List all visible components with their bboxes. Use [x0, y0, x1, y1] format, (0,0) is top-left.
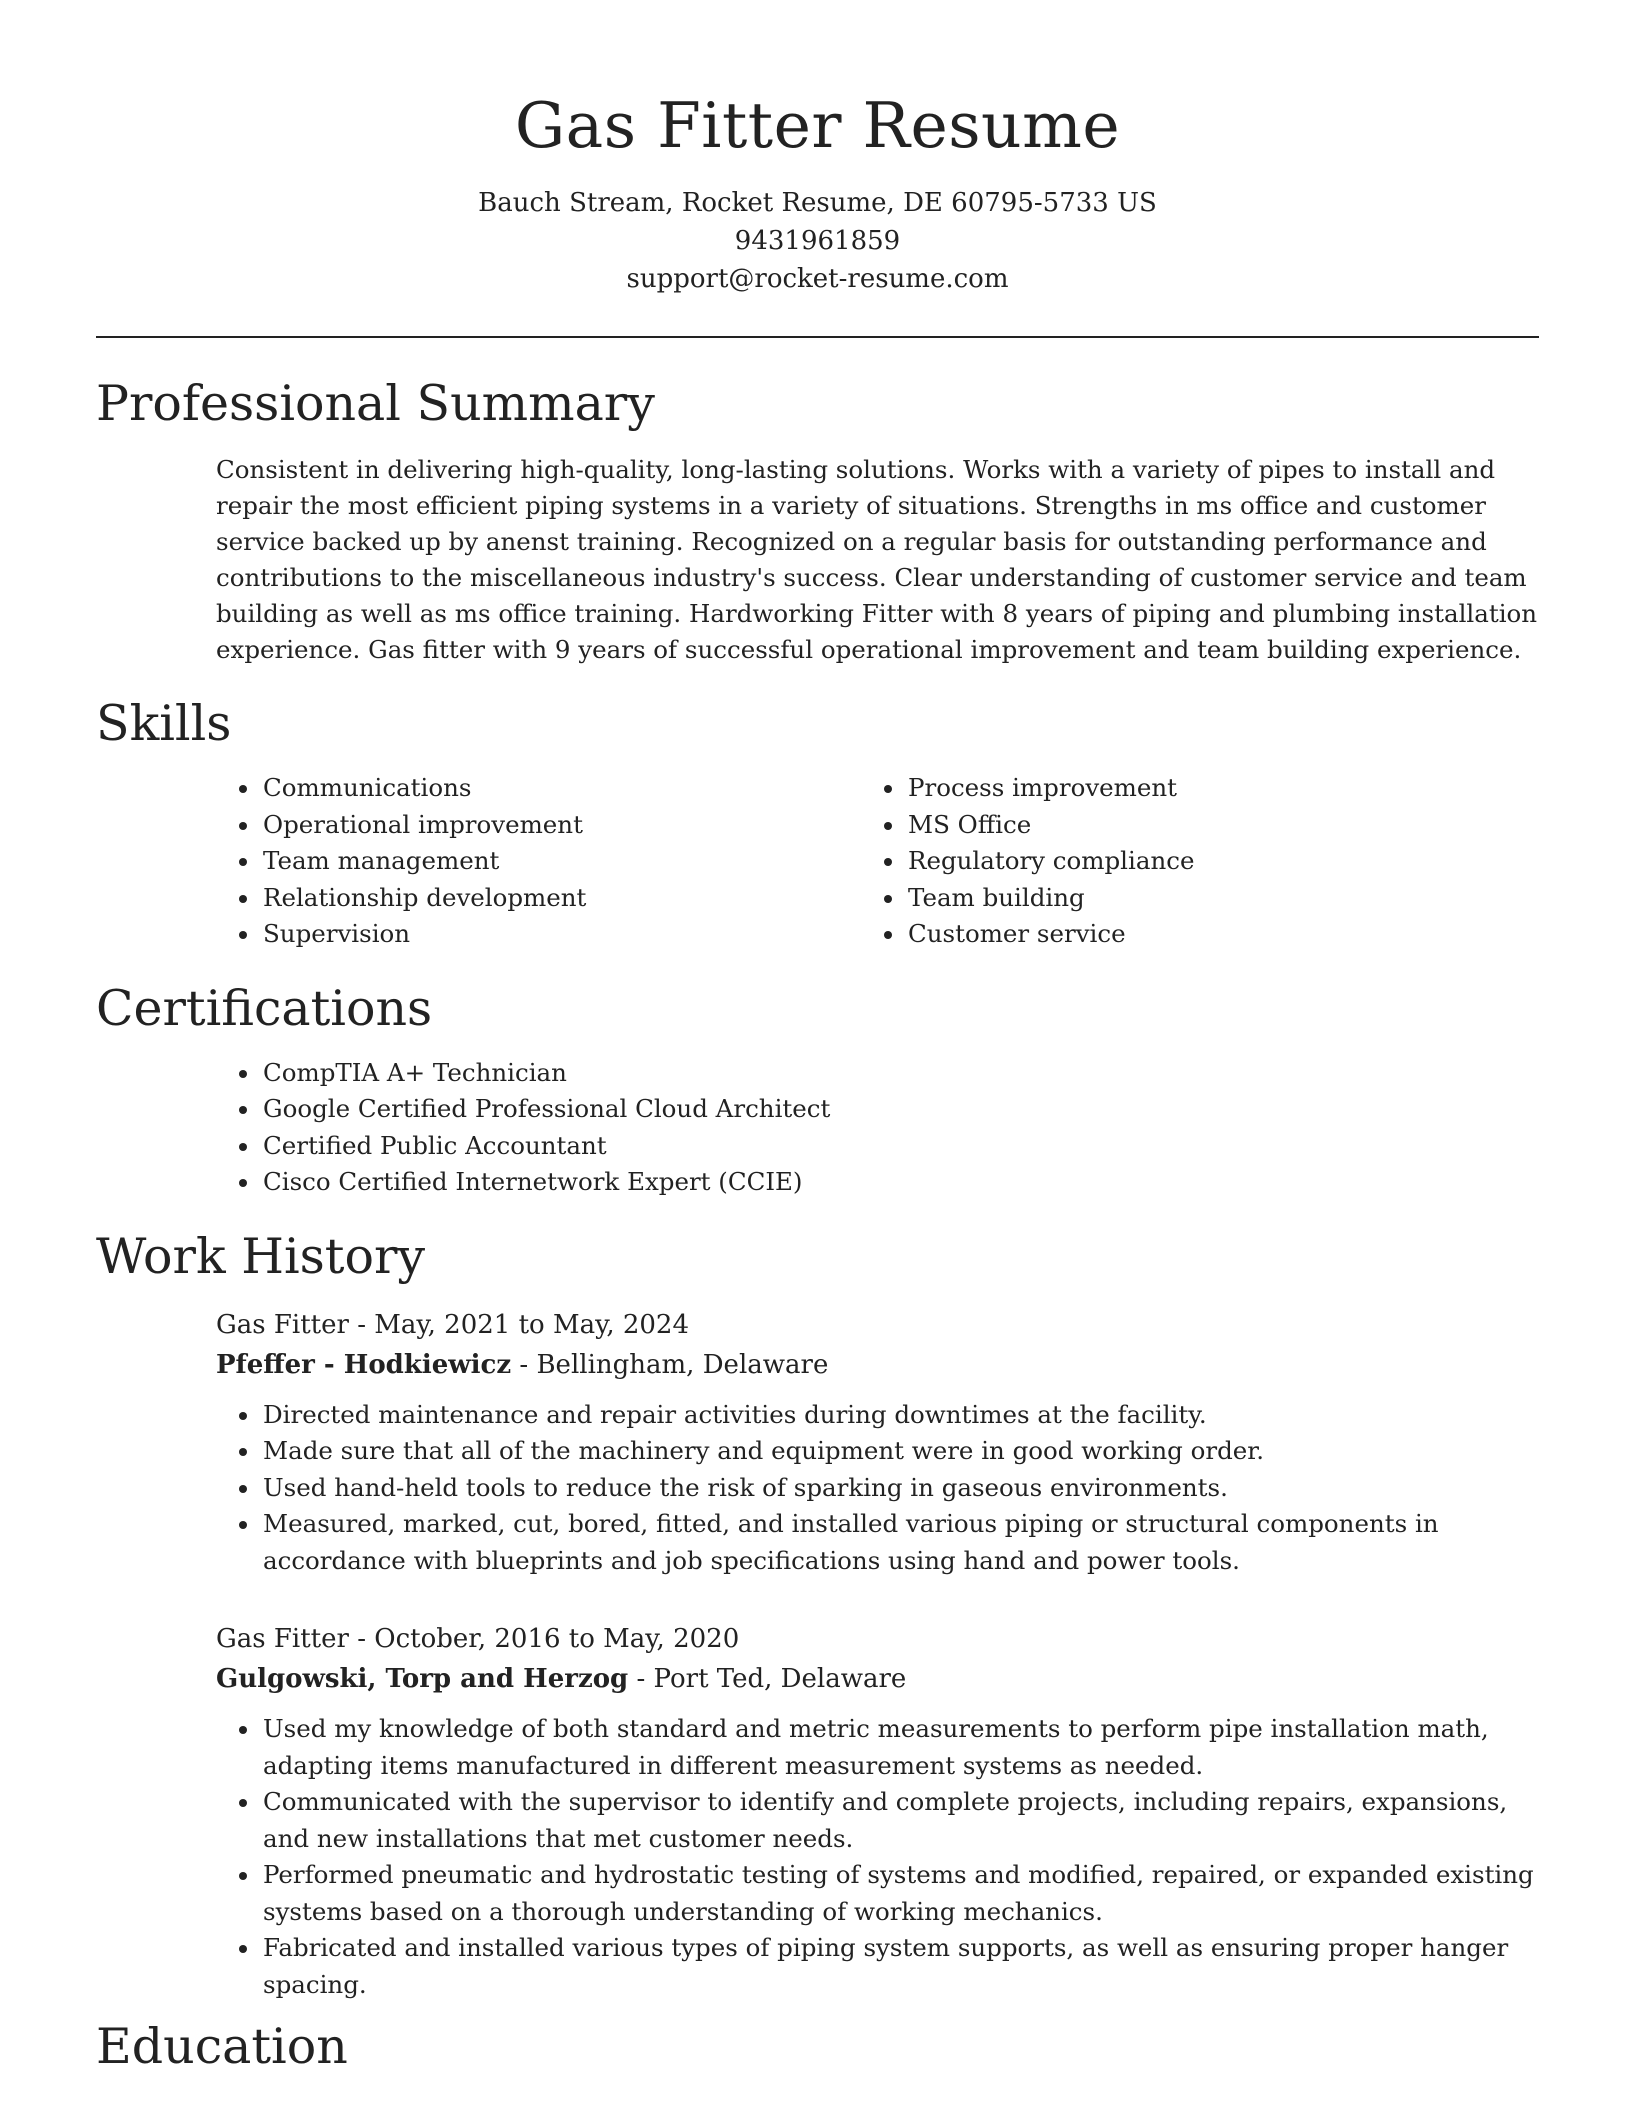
job-title: Gas Fitter	[216, 1624, 349, 1654]
summary-heading: Professional Summary	[96, 375, 655, 432]
skills-list-left	[96, 770, 731, 953]
job-dates: - May, 2021 to May, 2024	[348, 1309, 690, 1340]
skill-item: • Customer service	[906, 916, 1376, 953]
job-duty-item: • Measured, marked, cut, bored, fitted, and installed various piping or structural components in accordance with blueprints and job specifications using hand and power tools.	[261, 1506, 1539, 1579]
job-duties-list	[216, 1711, 1539, 2003]
job-duty-item: • Used hand-held tools to reduce the risk of sparking in gaseous environments.	[261, 1470, 1539, 1507]
job-title-line	[216, 1619, 1539, 1659]
contact-block	[96, 184, 1539, 298]
skill-item: • Team building	[906, 880, 1376, 917]
contact-email: support@rocket-resume.com	[626, 264, 1009, 294]
job-duty-item: • Performed pneumatic and hydrostatic testing of systems and modified, repaired, or expanded existing systems based on a thorough understanding of working mechanics.	[261, 1857, 1539, 1930]
summary-text: Consistent in delivering high-quality, long-lasting solutions. Works with a variety of pipes to install and repair the most efficient piping systems in a variety of situations. Strengths in ms office and customer service backed up by anenst training. Recognized on a regular basis for outstanding performance and contributions to the miscellaneous industry's success. Clear understanding of customer service and team building as well as ms office training. Hardworking Fitter with 8 years of piping and plumbing installation experience. Gas fitter with 9 years of successful operational improvement and team building experience.	[216, 455, 1538, 664]
job-duty-item: • Directed maintenance and repair activities during downtimes at the facility.	[261, 1397, 1539, 1434]
job-duty-item: • Used my knowledge of both standard and metric measurements to perform pipe installation math, adapting items manufactured in different measurement systems as needed.	[261, 1711, 1539, 1784]
job-title-line	[216, 1305, 1539, 1345]
skills-heading: Skills	[96, 695, 232, 752]
skill-item: • Communications	[261, 770, 731, 807]
contact-address: Bauch Stream, Rocket Resume, DE 60795-5733 US	[478, 188, 1157, 218]
skill-item: • Process improvement	[906, 770, 1376, 807]
skill-item: • MS Office	[906, 807, 1376, 844]
work-history-heading: Work History	[96, 1227, 426, 1285]
job-duty-item: • Fabricated and installed various types of piping system supports, as well as ensuring proper hanger spacing.	[261, 1930, 1539, 2003]
skill-item: • Operational improvement	[261, 807, 731, 844]
job-entry	[216, 1619, 1539, 2003]
resume-title: Gas Fitter Resume	[514, 89, 1121, 162]
skills-list-right	[731, 770, 1376, 953]
education-heading: Education	[96, 2018, 348, 2075]
job-entry	[216, 1305, 1539, 1580]
skill-item: • Supervision	[261, 916, 731, 953]
header-divider	[96, 336, 1539, 338]
job-dates: - October, 2016 to May, 2020	[348, 1624, 740, 1654]
job-title: Gas Fitter	[216, 1309, 349, 1340]
resume-page	[96, 0, 1539, 2079]
certification-item: • Google Certified Professional Cloud Architect	[261, 1091, 1539, 1128]
skill-item: • Regulatory compliance	[906, 843, 1376, 880]
job-location: - Bellingham, Delaware	[511, 1349, 829, 1380]
job-location: - Port Ted, Delaware	[628, 1664, 907, 1694]
certification-item: • Cisco Certified Internetwork Expert (CCIE)	[261, 1164, 1539, 1201]
certification-item: • CompTIA A+ Technician	[261, 1055, 1539, 1092]
job-duties-list	[216, 1397, 1539, 1580]
job-company-line	[216, 1659, 1539, 1699]
job-company: Pfeffer - Hodkiewicz	[216, 1349, 512, 1380]
contact-phone: 9431961859	[734, 226, 901, 256]
skill-item: • Relationship development	[261, 880, 731, 917]
job-duty-item: • Communicated with the supervisor to identify and complete projects, including repairs, expansions, and new installations that met customer needs.	[261, 1784, 1539, 1857]
job-duty-item: • Made sure that all of the machinery and equipment were in good working order.	[261, 1433, 1539, 1470]
job-company: Gulgowski, Torp and Herzog	[216, 1664, 629, 1694]
skill-item: • Team management	[261, 843, 731, 880]
certifications-heading: Certifications	[96, 979, 433, 1037]
resume-header	[96, 0, 1539, 298]
certifications-list	[96, 1055, 1539, 1201]
certification-item: • Certified Public Accountant	[261, 1128, 1539, 1165]
job-company-line	[216, 1345, 1539, 1385]
skills-columns	[96, 770, 1539, 953]
